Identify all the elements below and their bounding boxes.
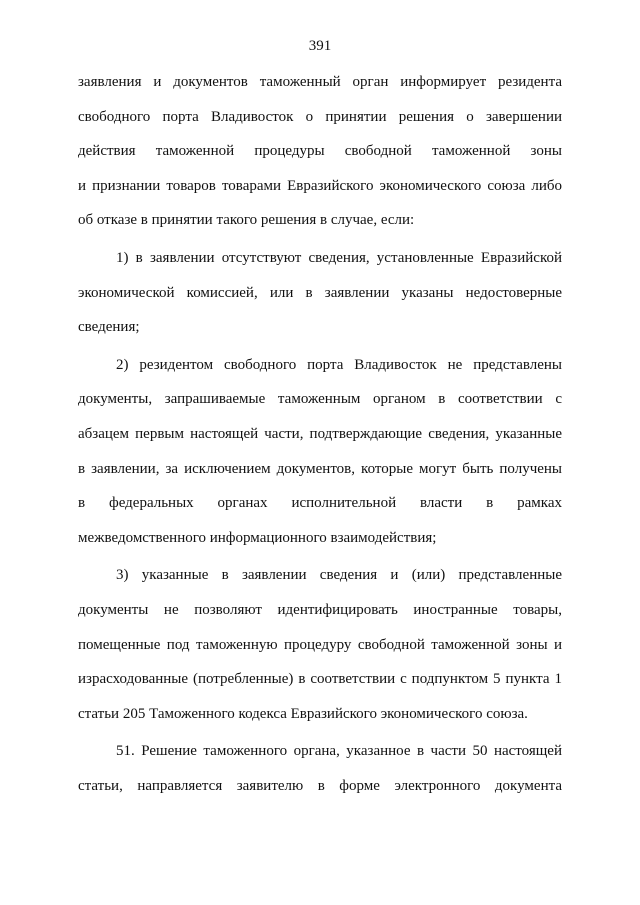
text-line: 51. Решение таможенного органа, указанное в части 50 настоящей — [116, 743, 562, 760]
text-line: израсходованные (потребленные) в соответствии с подпунктом 5 пункта 1 — [78, 671, 562, 688]
text-line: документы, запрашиваемые таможенным органом в соответствии с — [78, 391, 562, 408]
paragraph-item-1 — [78, 249, 562, 353]
text-line: экономической комиссией, или в заявлении указаны недостоверные — [78, 284, 562, 301]
text-line: действия таможенной процедуры свободной таможенной зоны — [78, 143, 562, 160]
text-line: и признании товаров товарами Евразийского экономического союза либо — [78, 177, 562, 194]
paragraph-article-51 — [78, 742, 562, 811]
text-line: абзацем первым настоящей части, подтверждающие сведения, указанные — [78, 425, 562, 442]
paragraph-continuation — [78, 73, 562, 246]
text-line: статьи, направляется заявителю в форме электронного документа — [78, 777, 562, 794]
text-line: помещенные под таможенную процедуру свободной таможенной зоны и — [78, 636, 562, 653]
text-line: заявления и документов таможенный орган информирует резидента — [78, 74, 562, 90]
text-line: документы не позволяют идентифицировать иностранные товары, — [78, 601, 562, 618]
text-line: межведомственного информационного взаимодействия; — [78, 529, 437, 546]
text-line: сведения; — [78, 319, 140, 336]
text-line: в заявлении, за исключением документов, которые могут быть получены — [78, 460, 562, 477]
paragraph-item-3 — [78, 566, 562, 739]
paragraph-item-2 — [78, 356, 562, 564]
document-body — [78, 73, 562, 811]
text-line: 1) в заявлении отсутствуют сведения, установленные Евразийской — [116, 249, 562, 266]
text-line: 2) резидентом свободного порта Владивосток не представлены — [116, 356, 562, 373]
text-line: статьи 205 Таможенного кодекса Евразийского экономического союза. — [78, 705, 528, 722]
page-number: 391 — [308, 38, 332, 54]
text-line: об отказе в принятии такого решения в случае, если: — [78, 212, 415, 229]
text-line: в федеральных органах исполнительной власти в рамках — [78, 495, 562, 512]
text-line: свободного порта Владивосток о принятии решения о завершении — [78, 108, 562, 125]
text-line: 3) указанные в заявлении сведения и (или) представленные — [116, 567, 562, 584]
